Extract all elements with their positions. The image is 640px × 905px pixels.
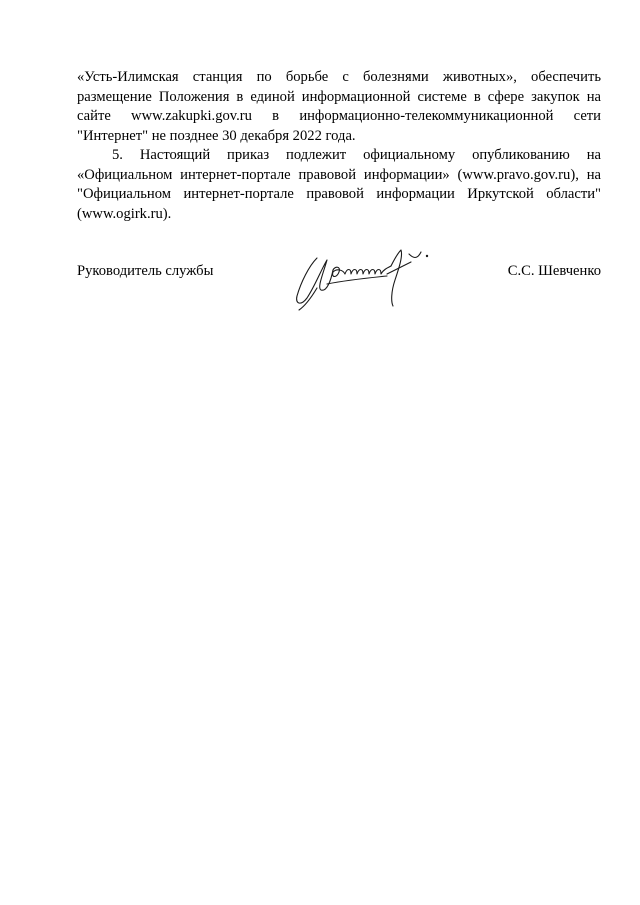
signatory-role: Руководитель службы [77, 263, 214, 279]
handwritten-signature-icon [287, 240, 437, 315]
signature-block [77, 262, 601, 322]
paragraph-continuation: «Усть-Илимская станция по борьбе с болезнями животных», обеспечить размещение Положения в единой информационной системе в сфере закупок на сайте www.zakupki.gov.ru в информационно-телекоммуникационной сети "Интернет" не позднее 30 декабря 2022 года. [77, 69, 601, 144]
document-body [77, 68, 601, 224]
signatory-name: С.С. Шевченко [507, 263, 601, 279]
paragraph-item-5: 5. Настоящий приказ подлежит официальному опубликованию на «Официальном интернет-портале правовой информации» (www.pravo.gov.ru), на "Официальном интернет-портале правовой информации Иркутской области" (www.ogirk.ru). [77, 147, 601, 222]
